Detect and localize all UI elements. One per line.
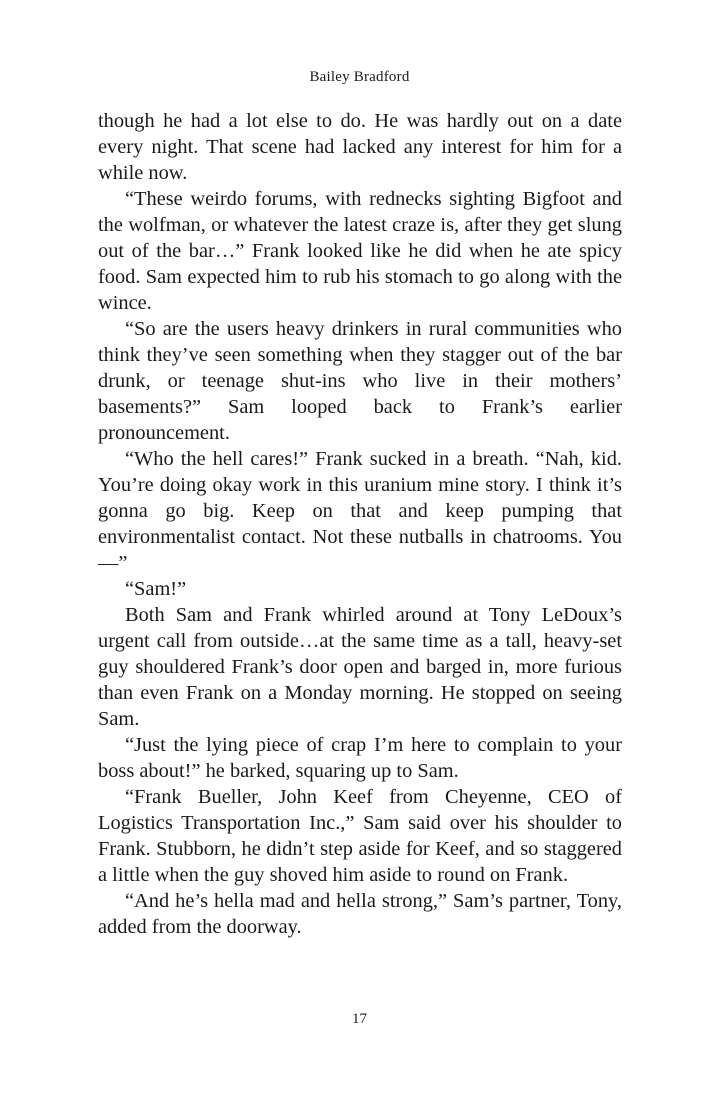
paragraph: “Just the lying piece of crap I’m here to complain to your boss about!” he barked, squaring up to Sam. bbox=[98, 734, 622, 782]
paragraph: Both Sam and Frank whirled around at Tony LeDoux’s urgent call from outside…at the same time as a tall, heavy-set guy shouldered Frank’s door open and barged in, more furious than even Frank on a Monday morning. He stopped on seeing Sam. bbox=[98, 604, 622, 730]
body-text bbox=[98, 108, 622, 940]
paragraph: “So are the users heavy drinkers in rural communities who think they’ve seen something when they stagger out of the bar drunk, or teenage shut-ins who live in their mothers’ basements?” Sam looped back to Frank’s earlier pronouncement. bbox=[98, 318, 622, 444]
paragraph: “And he’s hella mad and hella strong,” Sam’s partner, Tony, added from the doorway. bbox=[98, 890, 622, 938]
paragraph: though he had a lot else to do. He was hardly out on a date every night. That scene had lacked any interest for him for a while now. bbox=[98, 110, 622, 184]
paragraph: “Sam!” bbox=[125, 578, 187, 600]
running-head-author: Bailey Bradford bbox=[309, 69, 410, 85]
paragraph: “Frank Bueller, John Keef from Cheyenne, CEO of Logistics Transportation Inc.,” Sam said over his shoulder to Frank. Stubborn, he didn’t step aside for Keef, and so staggered a little when the guy shoved him aside to round on Frank. bbox=[98, 786, 622, 886]
page-number: 17 bbox=[352, 1011, 367, 1027]
paragraph: “Who the hell cares!” Frank sucked in a breath. “Nah, kid. You’re doing okay work in this uranium mine story. I think it’s gonna go big. Keep on that and keep pumping that environmentalist contact. Not these nutballs in chatrooms. You—” bbox=[98, 448, 622, 574]
paragraph: “These weirdo forums, with rednecks sighting Bigfoot and the wolfman, or whatever the latest craze is, after they get slung out of the bar…” Frank looked like he did when he ate spicy food. Sam expected him to rub his stomach to go along with the wince. bbox=[98, 188, 622, 314]
